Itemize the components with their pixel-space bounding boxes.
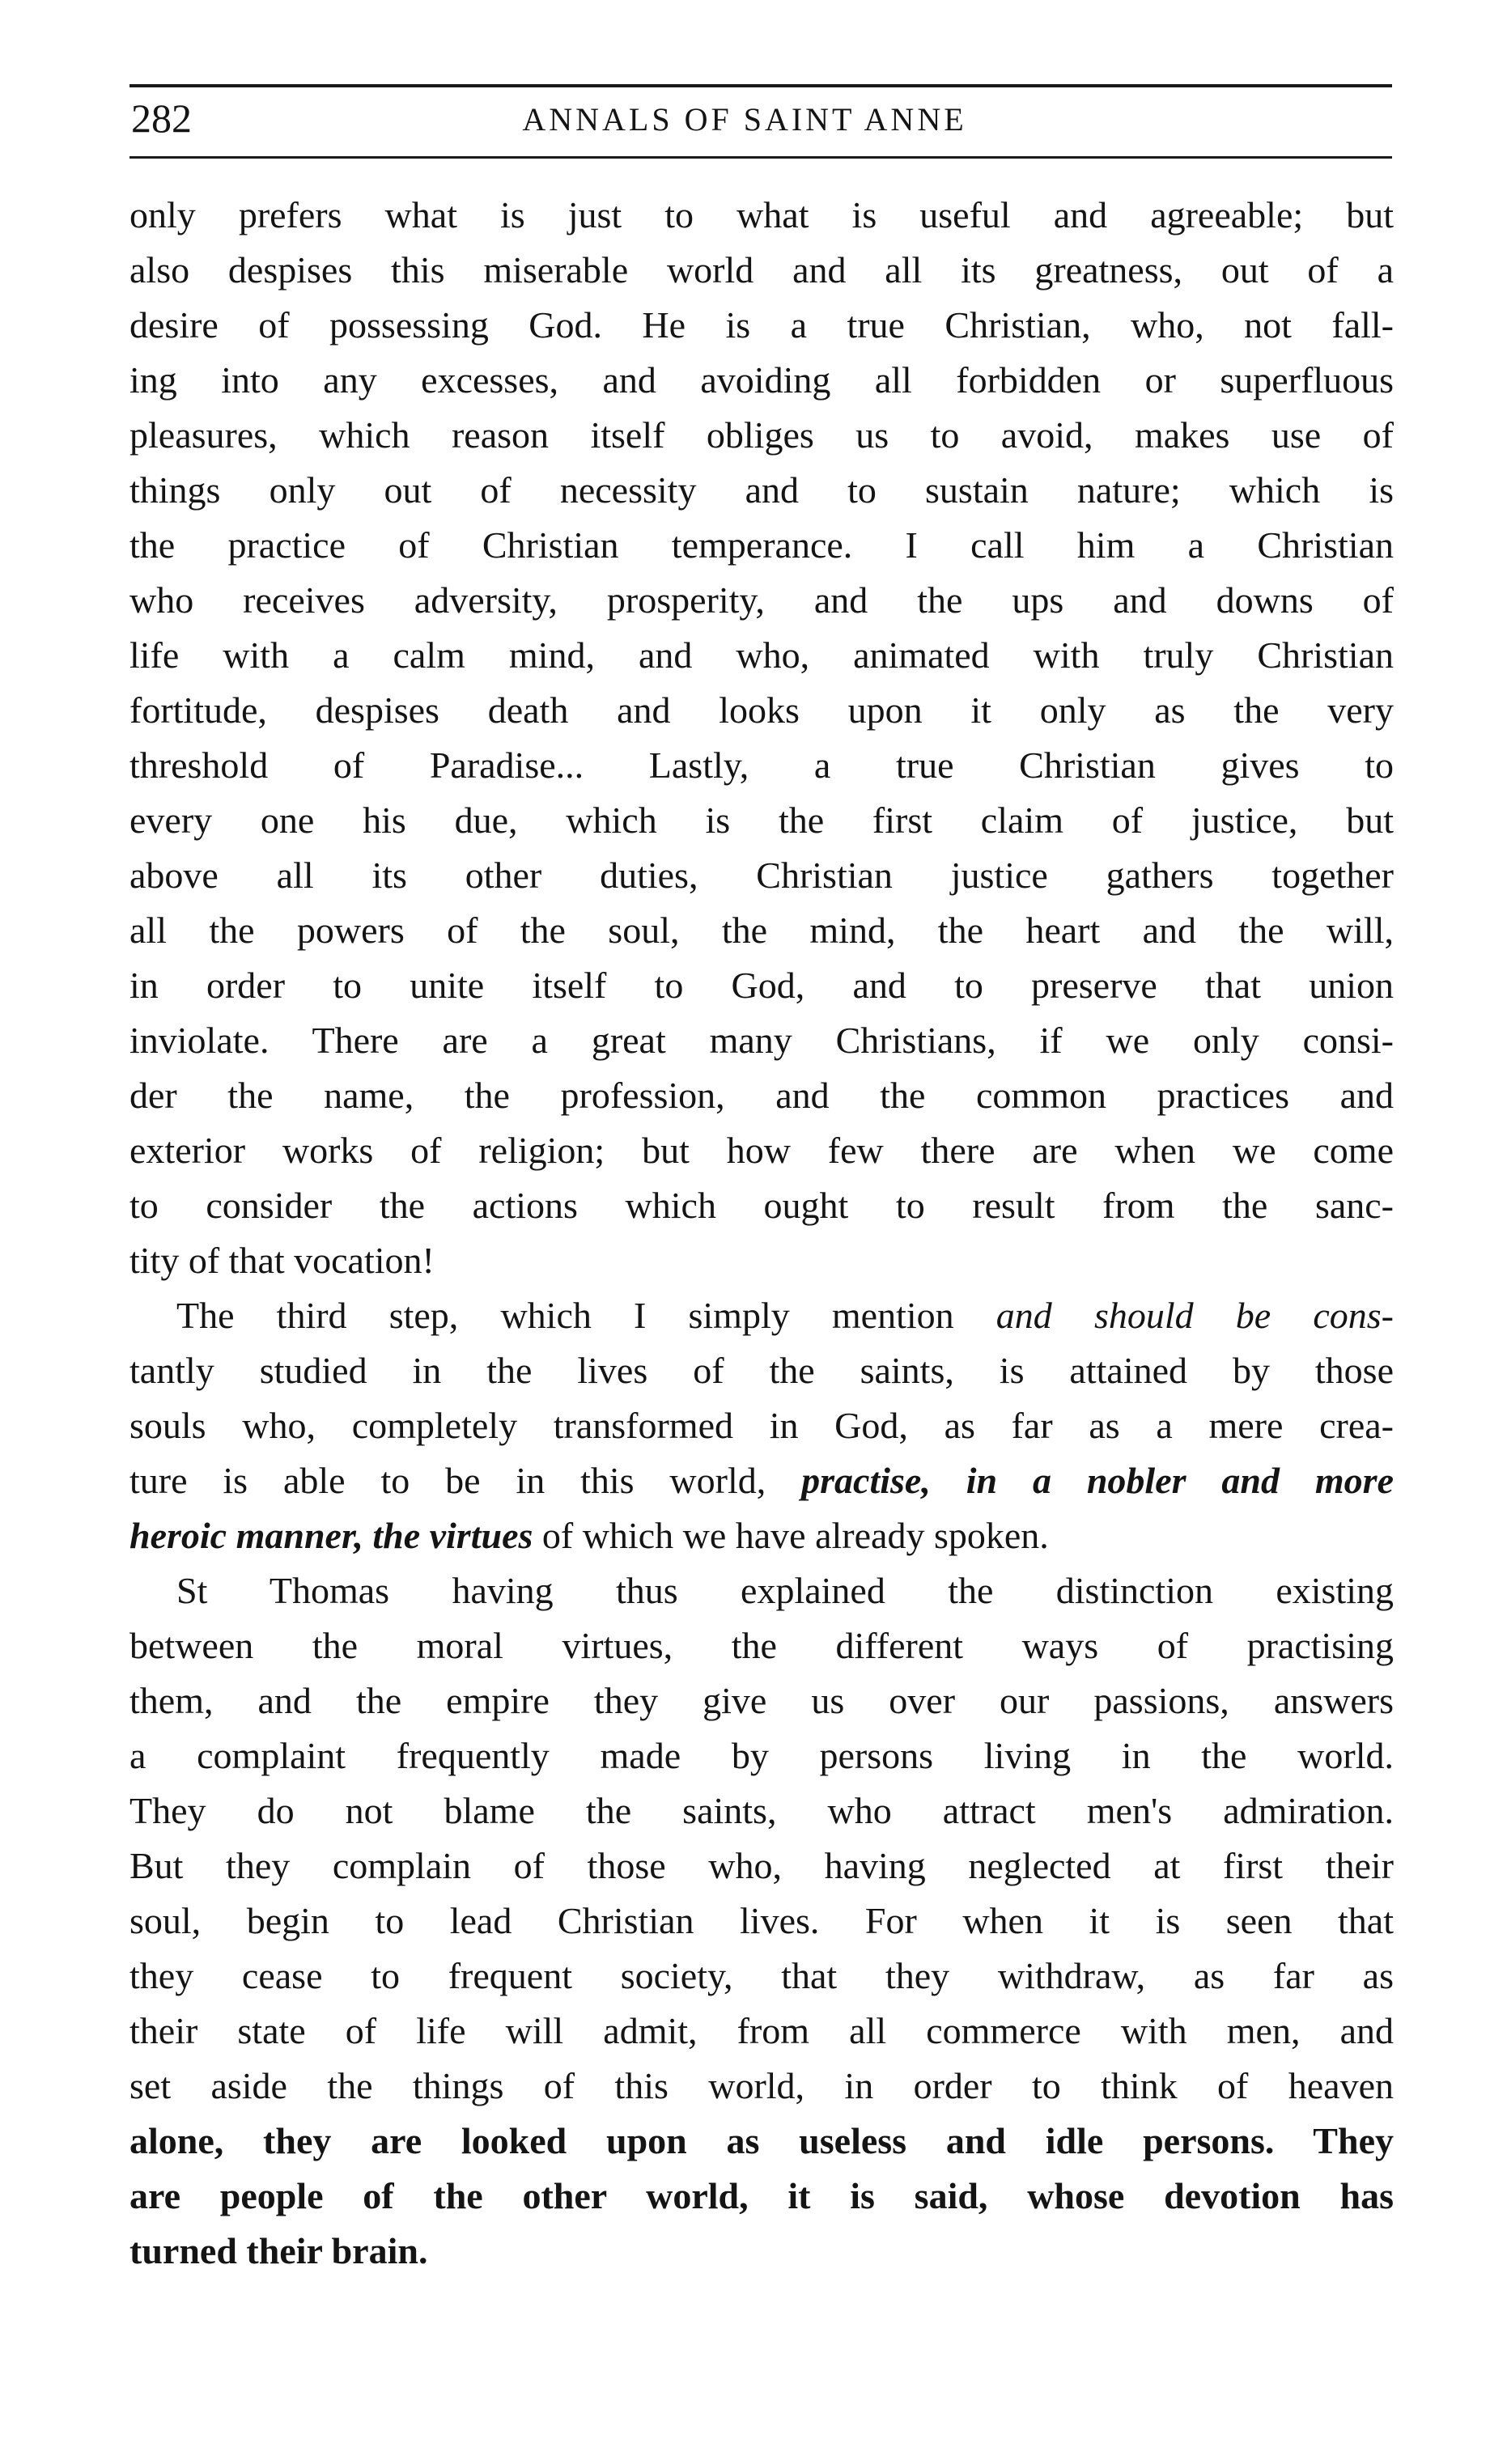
- paragraph: [129, 1563, 1394, 2279]
- text-line: things only out of necessity and to sustain nature; which is: [129, 469, 1394, 511]
- text-line: exterior works of religion; but how few there are when we come: [129, 1130, 1394, 1171]
- text-run: The third step, which I simply mention: [176, 1295, 996, 1336]
- italic-text-run: and should be cons-: [995, 1295, 1394, 1336]
- text-line: But they complain of those who, having neglected at first their: [129, 1845, 1394, 1886]
- text-line: [129, 1508, 1394, 1563]
- text-line: St Thomas having thus explained the distinction existing: [176, 1570, 1394, 1611]
- text-line: inviolate. There are a great many Christians, if we only consi-: [129, 1020, 1394, 1061]
- text-line: set aside the things of this world, in order to think of heaven: [129, 2065, 1394, 2106]
- text-line: life with a calm mind, and who, animated with truly Christian: [129, 634, 1394, 676]
- text-line: they cease to frequent society, that they withdraw, as far as: [129, 1955, 1394, 1996]
- text-line: between the moral virtues, the different ways of practising: [129, 1625, 1394, 1666]
- emphasized-text-run: heroic manner, the virtues: [129, 1515, 533, 1556]
- running-head: ANNALS OF SAINT ANNE: [522, 101, 967, 138]
- text-line: tity of that vocation!: [129, 1240, 435, 1281]
- text-line: ing into any excesses, and avoiding all forbidden or superfluous: [129, 359, 1394, 401]
- header-bottom-rule: [129, 156, 1392, 159]
- text-line: turned their brain.: [129, 2230, 428, 2271]
- text-run: of which we have already spoken.: [533, 1515, 1049, 1556]
- text-line: who receives adversity, prosperity, and the ups and downs of: [129, 579, 1394, 621]
- text-line: them, and the empire they give us over our passions, answers: [129, 1680, 1394, 1721]
- header-top-rule: [129, 84, 1392, 87]
- text-line: der the name, the profession, and the common practices and: [129, 1075, 1394, 1116]
- page-number: 282: [131, 95, 192, 141]
- paragraph: [129, 188, 1394, 1288]
- text-line: souls who, completely transformed in God, as far as a mere crea-: [129, 1405, 1394, 1446]
- text-line: soul, begin to lead Christian lives. For when it is seen that: [129, 1900, 1394, 1941]
- emphasized-text-run: practise, in a nobler and more: [801, 1460, 1394, 1501]
- text-line: [129, 1288, 1394, 1343]
- text-line: are people of the other world, it is said, whose devotion has: [129, 2175, 1394, 2216]
- text-line: to consider the actions which ought to result from the sanc-: [129, 1185, 1394, 1226]
- text-line: every one his due, which is the first claim of justice, but: [129, 799, 1394, 841]
- text-line: fortitude, despises death and looks upon it only as the very: [129, 689, 1394, 731]
- text-line: threshold of Paradise... Lastly, a true Christian gives to: [129, 744, 1394, 786]
- text-line: the practice of Christian temperance. I call him a Christian: [129, 524, 1394, 566]
- body-text: [129, 188, 1394, 2279]
- text-line: pleasures, which reason itself obliges us to avoid, makes use of: [129, 414, 1394, 456]
- text-line: desire of possessing God. He is a true Christian, who, not fall-: [129, 304, 1394, 346]
- text-line: also despises this miserable world and all its greatness, out of a: [129, 249, 1394, 291]
- text-line: alone, they are looked upon as useless and idle persons. They: [129, 2120, 1394, 2161]
- text-line: in order to unite itself to God, and to preserve that union: [129, 965, 1394, 1006]
- text-line: their state of life will admit, from all commerce with men, and: [129, 2010, 1394, 2051]
- text-line: all the powers of the soul, the mind, the heart and the will,: [129, 910, 1394, 951]
- text-line: a complaint frequently made by persons living in the world.: [129, 1735, 1394, 1776]
- text-line: above all its other duties, Christian justice gathers together: [129, 855, 1394, 896]
- text-line: tantly studied in the lives of the saints, is attained by those: [129, 1350, 1394, 1391]
- text-run: ture is able to be in this world,: [129, 1460, 802, 1501]
- paragraph: [129, 1288, 1394, 1563]
- text-line: [129, 1453, 1394, 1508]
- text-line: only prefers what is just to what is useful and agreeable; but: [129, 194, 1394, 235]
- text-line: They do not blame the saints, who attract men's admiration.: [129, 1790, 1394, 1831]
